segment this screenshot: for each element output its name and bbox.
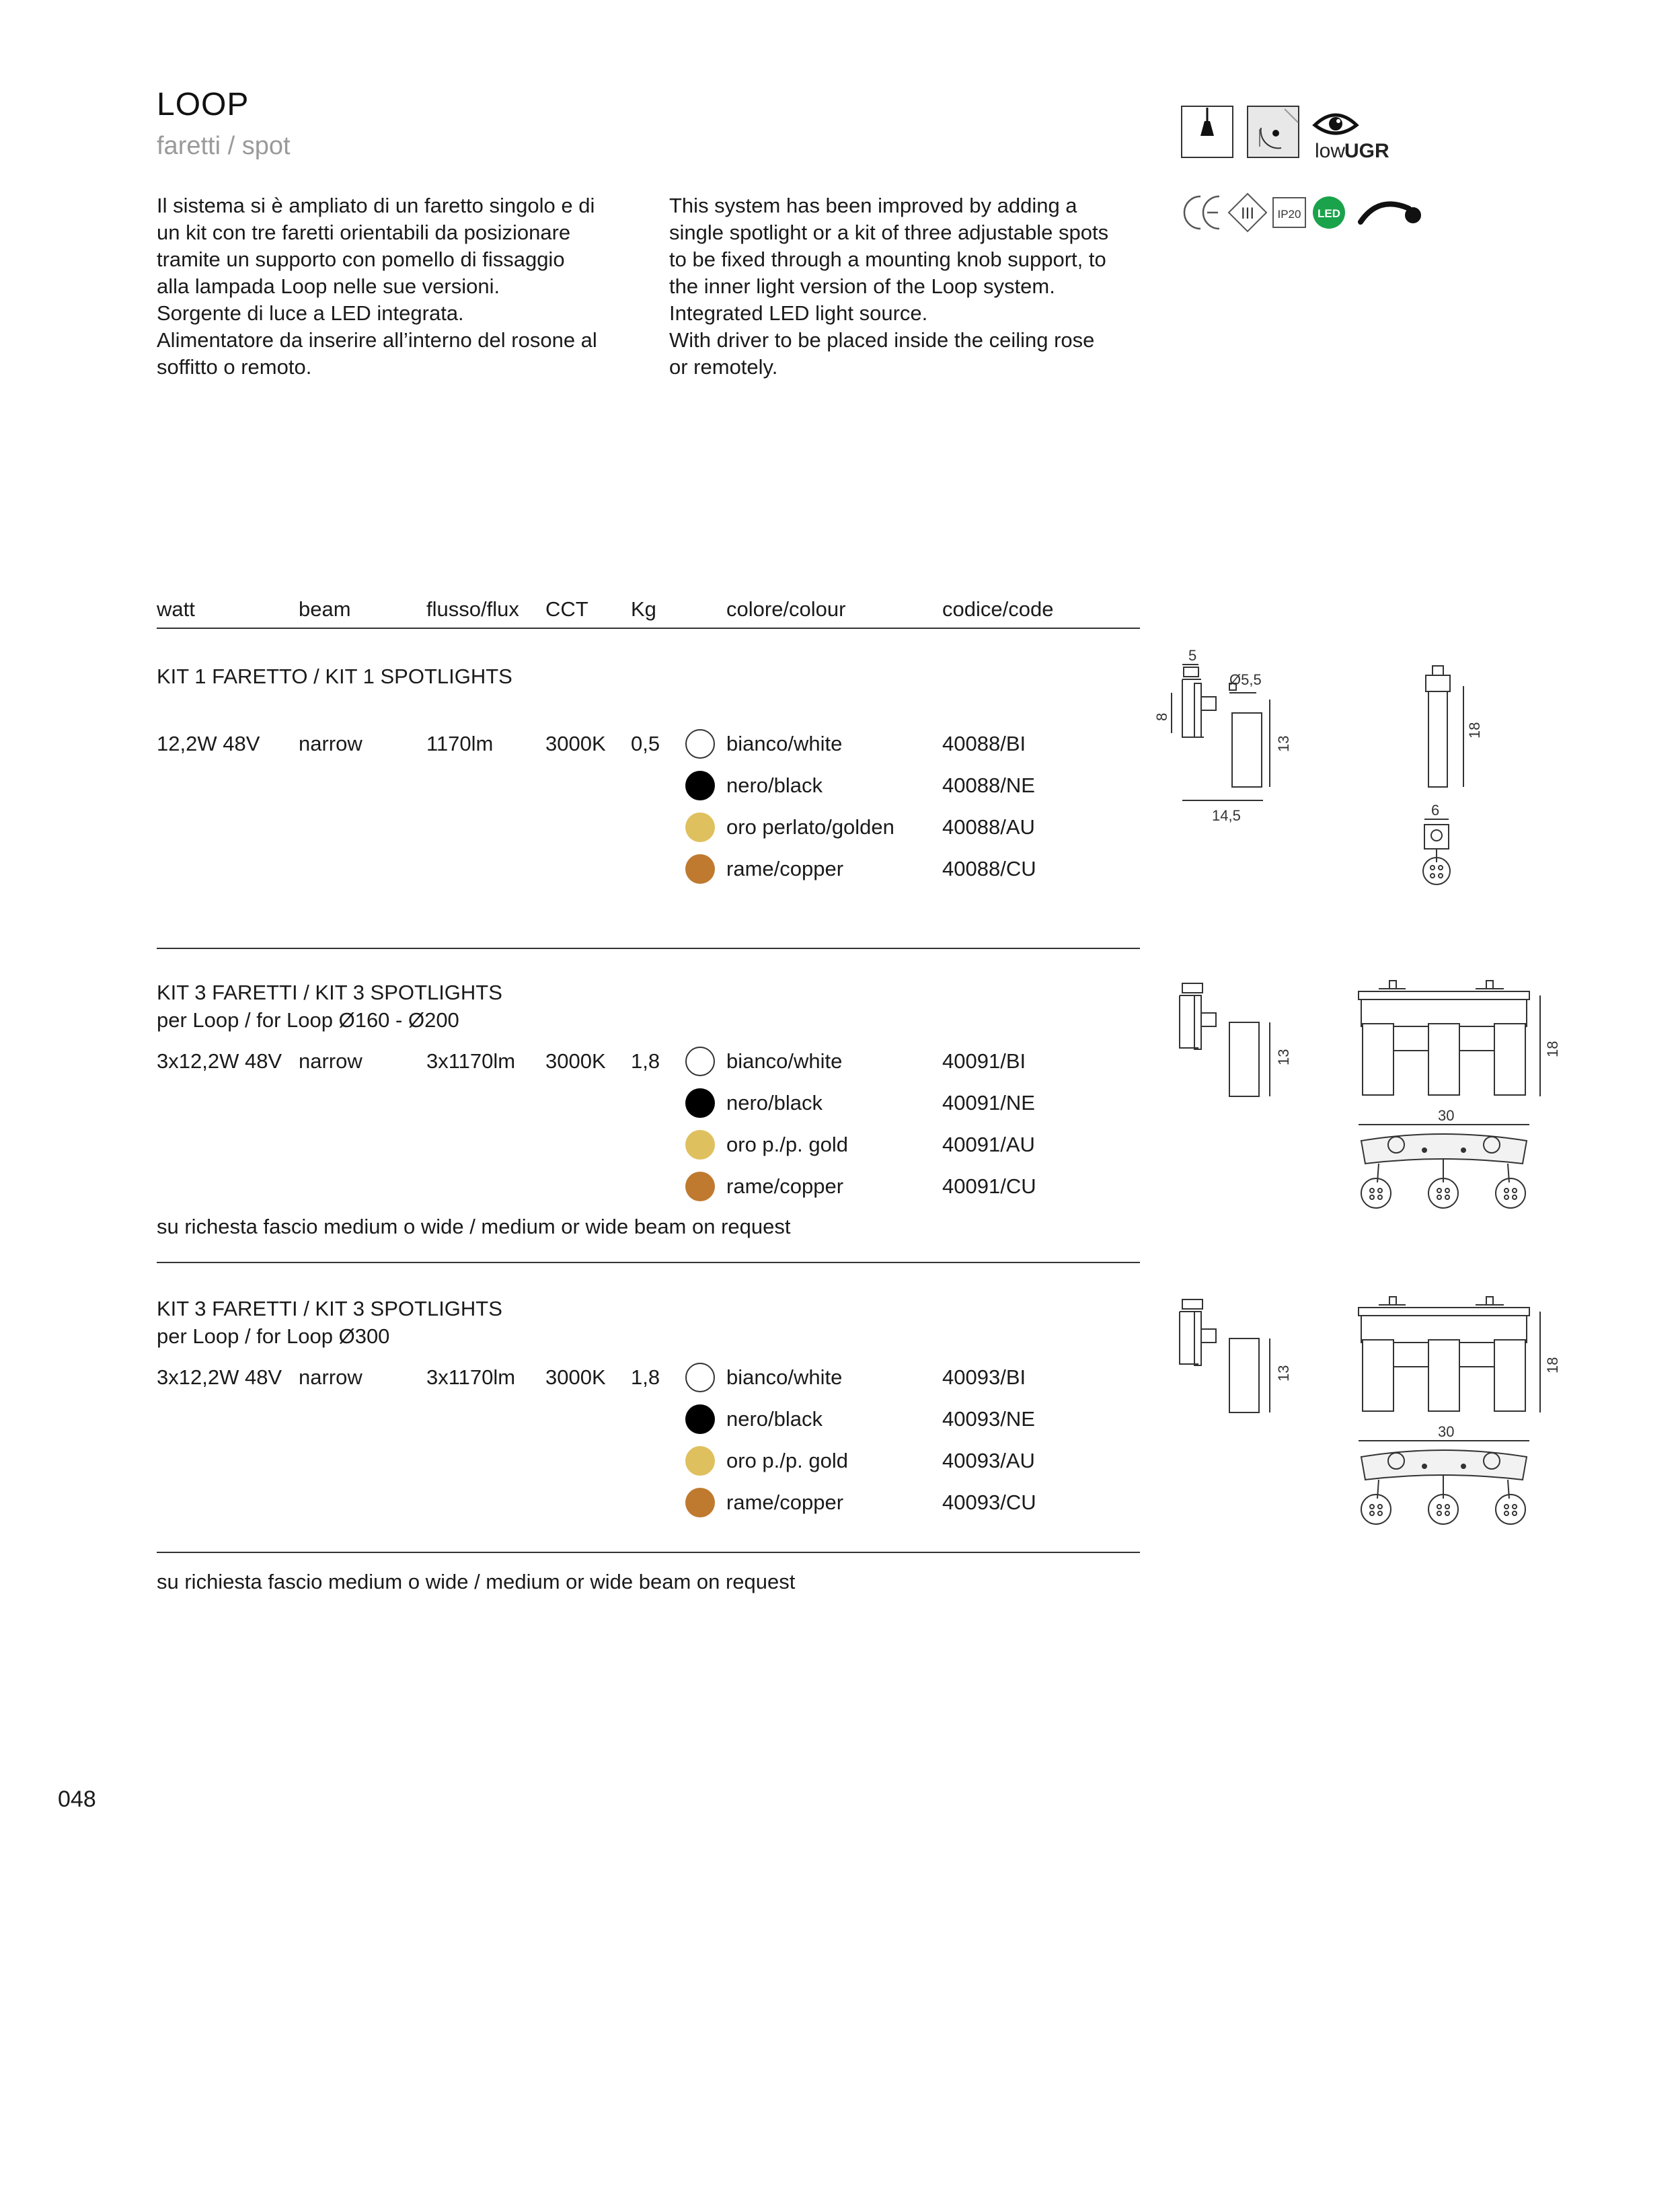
adjustable-icon	[1248, 106, 1299, 157]
section-3-kg: 1,8	[631, 1365, 660, 1389]
section-3-watt: 3x12,2W 48V	[157, 1365, 282, 1389]
product-subtitle: faretti / spot	[157, 132, 291, 160]
product-code: 40088/NE	[942, 774, 1035, 797]
dim-front-height: 18	[1544, 1357, 1561, 1373]
swatch-black	[685, 1404, 715, 1434]
kit1-drawing	[1137, 632, 1513, 915]
section-2-note: su richesta fascio medium o wide / medium or wide beam on request	[157, 1215, 791, 1238]
dim-left: 8	[1153, 712, 1170, 721]
product-title: LOOP	[157, 87, 250, 122]
section-2-beam: narrow	[299, 1049, 362, 1073]
section-1-cct: 3000K	[545, 732, 606, 755]
section-2-subtitle: per Loop / for Loop Ø160 - Ø200	[157, 1008, 459, 1032]
colour-name: oro p./p. gold	[726, 1449, 848, 1472]
dim-width: 30	[1438, 1423, 1455, 1440]
section-2-title: KIT 3 FARETTI / KIT 3 SPOTLIGHTS	[157, 981, 502, 1004]
ugr-low-text: low	[1315, 140, 1346, 162]
section-divider	[157, 1262, 1140, 1263]
col-header-cct: CCT	[545, 597, 588, 621]
colour-name: bianco/white	[726, 1365, 843, 1389]
swatch-copper	[685, 854, 715, 884]
eye-icon	[1315, 115, 1357, 133]
product-code: 40091/AU	[942, 1133, 1035, 1156]
section-1-title: KIT 1 FARETTO / KIT 1 SPOTLIGHTS	[157, 665, 512, 688]
led-text: LED	[1318, 207, 1340, 220]
col-header-colour: colore/colour	[726, 597, 846, 621]
led-icon	[1313, 196, 1345, 229]
section-1-flux: 1170lm	[426, 732, 494, 755]
ip20-icon	[1273, 198, 1305, 227]
product-code: 40093/NE	[942, 1407, 1035, 1431]
description-english: This system has been improved by adding a single spotlight or a kit of three adjustable spots to be fixed through a mounting knob support, to the inner light version of the Loop system. Integrated LED light source. With driver to be placed inside the ceiling rose or remotely.	[669, 194, 1109, 379]
colour-name: nero/black	[726, 1091, 823, 1115]
section-1-kg: 0,5	[631, 732, 660, 755]
dim-top: 5	[1188, 647, 1197, 664]
dim-front-height: 18	[1466, 722, 1483, 739]
swatch-white	[685, 1047, 715, 1076]
swatch-white	[685, 729, 715, 759]
section-1-watt: 12,2W 48V	[157, 732, 260, 755]
section-3-subtitle: per Loop / for Loop Ø300	[157, 1324, 390, 1348]
swatch-white	[685, 1363, 715, 1392]
ce-mark-icon	[1184, 196, 1219, 229]
dim-width: 14,5	[1212, 807, 1241, 824]
ceiling-mount-icon	[1182, 106, 1233, 157]
swatch-black	[685, 1088, 715, 1118]
dimmable-icon	[1361, 204, 1421, 223]
kit3b-drawing	[1137, 1285, 1567, 1567]
ugr-text: UGR	[1344, 140, 1389, 162]
swatch-gold	[685, 1446, 715, 1476]
swatch-gold	[685, 1130, 715, 1160]
product-code: 40091/NE	[942, 1091, 1035, 1115]
colour-name: rame/copper	[726, 1491, 844, 1514]
section-divider	[157, 948, 1140, 949]
swatch-gold	[685, 813, 715, 842]
dim-base: 6	[1431, 802, 1440, 819]
swatch-copper	[685, 1488, 715, 1517]
swatch-copper	[685, 1172, 715, 1201]
colour-name: oro perlato/golden	[726, 815, 894, 839]
section-2-cct: 3000K	[545, 1049, 606, 1073]
col-header-code: codice/code	[942, 597, 1054, 621]
ip20-text: IP20	[1277, 208, 1301, 221]
section-3-title: KIT 3 FARETTI / KIT 3 SPOTLIGHTS	[157, 1297, 502, 1320]
product-code: 40088/CU	[942, 857, 1036, 880]
colour-name: oro p./p. gold	[726, 1133, 848, 1156]
product-code: 40093/AU	[942, 1449, 1035, 1472]
colour-name: rame/copper	[726, 1174, 844, 1198]
product-code: 40091/BI	[942, 1049, 1026, 1073]
section-2-flux: 3x1170lm	[426, 1049, 516, 1073]
page-number: 048	[58, 1786, 96, 1812]
class-iii-text: III	[1240, 204, 1255, 223]
swatch-black	[685, 771, 715, 800]
col-header-flux: flusso/flux	[426, 597, 519, 621]
kit3a-drawing	[1137, 969, 1567, 1251]
section-2-watt: 3x12,2W 48V	[157, 1049, 282, 1073]
footer-note: su richiesta fascio medium o wide / medium or wide beam on request	[157, 1570, 796, 1593]
colour-name: bianco/white	[726, 1049, 843, 1073]
section-1-beam: narrow	[299, 732, 362, 755]
product-code: 40093/BI	[942, 1365, 1026, 1389]
product-code: 40088/AU	[942, 815, 1035, 839]
header-divider	[157, 628, 1140, 629]
dim-width: 30	[1438, 1107, 1455, 1124]
dim-height: 13	[1275, 1365, 1292, 1382]
class-iii-icon	[1229, 194, 1266, 231]
description-italian: Il sistema si è ampliato di un faretto singolo e di un kit con tre faretti orientabili da posizionare tramite un supporto con pomello di fissaggio alla lampada Loop nelle sue versioni. Sorgente di luce a LED integrata. Alimentatore da inserire all’interno del rosone al soffitto o remoto.	[157, 194, 597, 379]
section-2-kg: 1,8	[631, 1049, 660, 1073]
colour-name: nero/black	[726, 774, 823, 797]
section-divider	[157, 1552, 1140, 1553]
section-3-cct: 3000K	[545, 1365, 606, 1389]
col-header-kg: Kg	[631, 597, 656, 621]
section-3-beam: narrow	[299, 1365, 362, 1389]
section-3-flux: 3x1170lm	[426, 1365, 516, 1389]
product-code: 40093/CU	[942, 1491, 1036, 1514]
dim-diameter: Ø5,5	[1229, 671, 1262, 688]
colour-name: nero/black	[726, 1407, 823, 1431]
icon-row-top	[1180, 101, 1449, 168]
col-header-watt: watt	[157, 597, 195, 621]
product-code: 40091/CU	[942, 1174, 1036, 1198]
dim-height: 13	[1275, 735, 1292, 752]
icon-row-bottom	[1180, 188, 1449, 242]
colour-name: bianco/white	[726, 732, 843, 755]
product-code: 40088/BI	[942, 732, 1026, 755]
colour-name: rame/copper	[726, 857, 844, 880]
col-header-beam: beam	[299, 597, 351, 621]
dim-height: 13	[1275, 1049, 1292, 1065]
dim-front-height: 18	[1544, 1041, 1561, 1057]
